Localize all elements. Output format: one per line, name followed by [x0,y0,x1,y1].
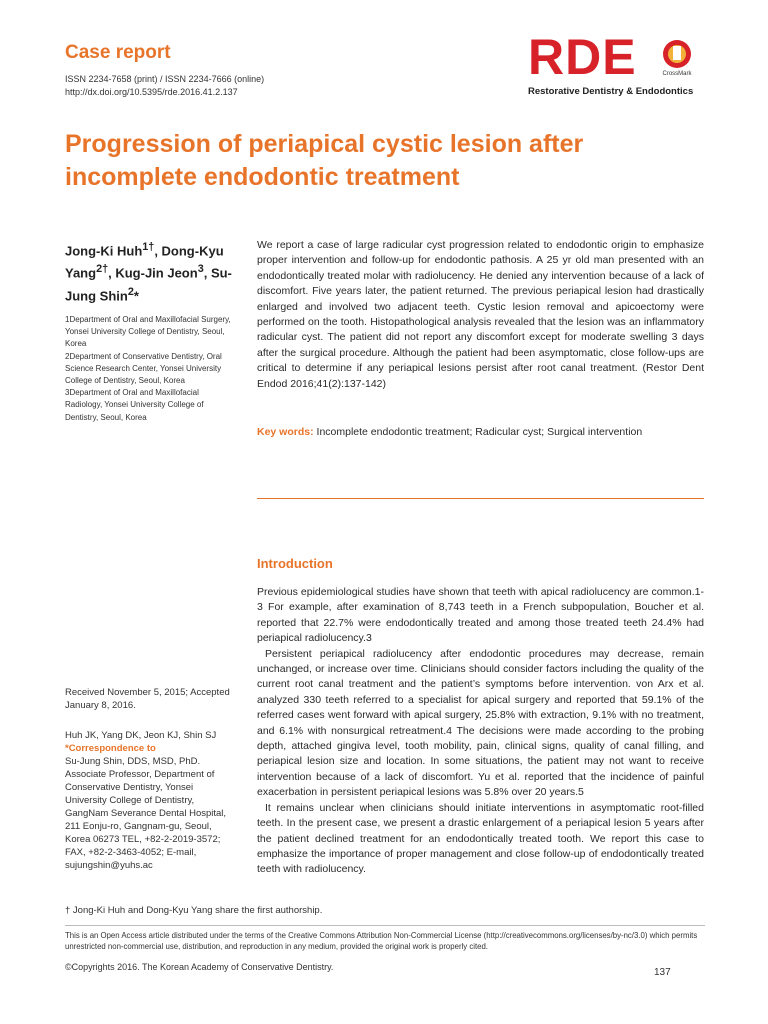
keywords-label: Key words: [257,426,314,438]
doi-link[interactable]: http://dx.doi.org/10.5395/rde.2016.41.2.137 [65,87,238,97]
introduction-body [257,585,704,878]
affiliation-item: 3Department of Oral and Maxillofacial Radiology, Yonsei University College of Dentistry, Seoul, Korea [65,388,204,422]
citation-authors: Huh JK, Yang DK, Jeon KJ, Shin SJ [65,730,217,741]
intro-paragraph: Previous epidemiological studies have shown that teeth with apical radiolucency are common.1-3 For example, after examination of 8,743 teeth in a French subpopulation, Boucher et al. reported that 22.7% were endodontically treated and among those treated teeth 24.4% had periapical radiolucency.3 [257,586,704,645]
correspondence-block [65,729,235,872]
journal-name: Restorative Dentistry & Endodontics [528,86,694,97]
author-list: Jong-Ki Huh$^{1\dagger}$, Dong-Kyu Yang$^{2\dagger}$, Kug-Jin Jeon$^3$, Su-Jung Shin$^2$* [65,241,232,303]
introduction-heading: Introduction [257,556,333,571]
article-type-label: Case report [65,42,171,63]
abstract-text: We report a case of large radicular cyst progression related to endodontic origin to emphasize proper intervention and follow-up for endodontic pathosis. A 25 yr old man presented with an endodontically treated molar with radiolucency. He denied any intervention because of a lack of discomfort. Five years later, the patient returned. The previous periapical lesion had drastically enlarged and involved two adjacent teeth. Cystic lesion removal and apicoectomy were performed on the tooth. Histopathological analysis revealed that the lesion was an inflammatory radicular cyst. The patient did not report any discomfort except for moderate swelling 3 days after the surgical procedure. Although the patient had been asymptomatic, close follow-ups are critical to determine if any periapical lesions persist after root canal treatment. (Restor Dent Endod 2016;41(2):137-142) [257,239,704,390]
issn-text: ISSN 2234-7658 (print) / ISSN 2234-7666 (online) [65,74,265,84]
keywords-text: Incomplete endodontic treatment; Radicular cyst; Surgical intervention [316,426,643,438]
issn-block [65,73,264,99]
intro-paragraph: Persistent periapical radiolucency after endodontic procedures may decrease, remain unchanged, or increase over time. Clinicians should consider factors including the quality of the current root canal treatment and the patient’s symptoms before intervention. von Arx et al. analyzed 330 teeth referred to a specialist for apical surgery and reported that 59.1% of the referred cases went forward with apical surgery, 25.8% with extraction, 9.1% with no treatment, and 6.1% with nonsurgical retreatment.4 The decisions were made according to the probing depth, attached gingiva level, tooth mobility, pain, clinical signs, quality of canal filling, and periapical lesion size and location. In some situations, the patient may not want to receive intervention because of a lack of discomfort. Yu et al. reported that the incidence of painful exacerbation in persistent periapical lesions was 5.8% over 20 years.5 [257,647,704,799]
affiliation-item: 2Department of Conservative Dentistry, Oral Science Research Center, Yonsei University College of Dentistry, Seoul, Korea [65,351,222,386]
footnote: † Jong-Ki Huh and Dong-Kyu Yang share the first authorship. [65,905,323,916]
copyright: ©Copyrights 2016. The Korean Academy of Conservative Dentistry. [65,962,334,972]
crossmark-icon[interactable] [656,36,698,80]
keywords [257,426,704,438]
section-divider [257,498,704,499]
correspondence-text: Su-Jung Shin, DDS, MSD, PhD. Associate Professor, Department of Conservative Dentistry, Yonsei University College of Dentistry, GangNam Severance Dental Hospital, 211 Eonju-ro, Gangnam-gu, Seoul, Korea 06273 TEL, +82-2-2019-3572; FAX, +82-2-3463-4052; E-mail, sujungshin@yuhs.ac [65,756,227,871]
correspondence-label: *Correspondence to [65,743,156,754]
affiliation-item: 1Department of Oral and Maxillofacial Surgery, Yonsei University College of Dentistry, Seoul, Korea [65,315,231,349]
article-title: Progression of periapical cystic lesion after incomplete endodontic treatment [65,130,584,191]
intro-paragraph: It remains unclear when clinicians should initiate interventions in asymptomatic root-filled teeth. In the present case, we present a drastic enlargement of a periapical lesion 5 years after the patient declined treatment for an endodontically treated tooth. We report this case to emphasize the importance of proper management and close follow-up of endodontically treated teeth with radiolucency. [257,801,704,876]
license-text: This is an Open Access article distributed under the terms of the Creative Commons Attribution Non-Commercial License (http://creativecommons.org/licenses/by-nc/3.0) which permits unrestricted non-commercial use, distribution, and reproduction in any medium, provided the original work is properly cited. [65,931,698,951]
crossmark-label: CrossMark [662,71,692,77]
footer-divider [65,925,705,926]
affiliations [65,314,235,424]
rde-logo: RDE [528,29,637,85]
received-dates: Received November 5, 2015; Accepted January 8, 2016. [65,687,230,711]
page-number: 137 [654,967,671,978]
